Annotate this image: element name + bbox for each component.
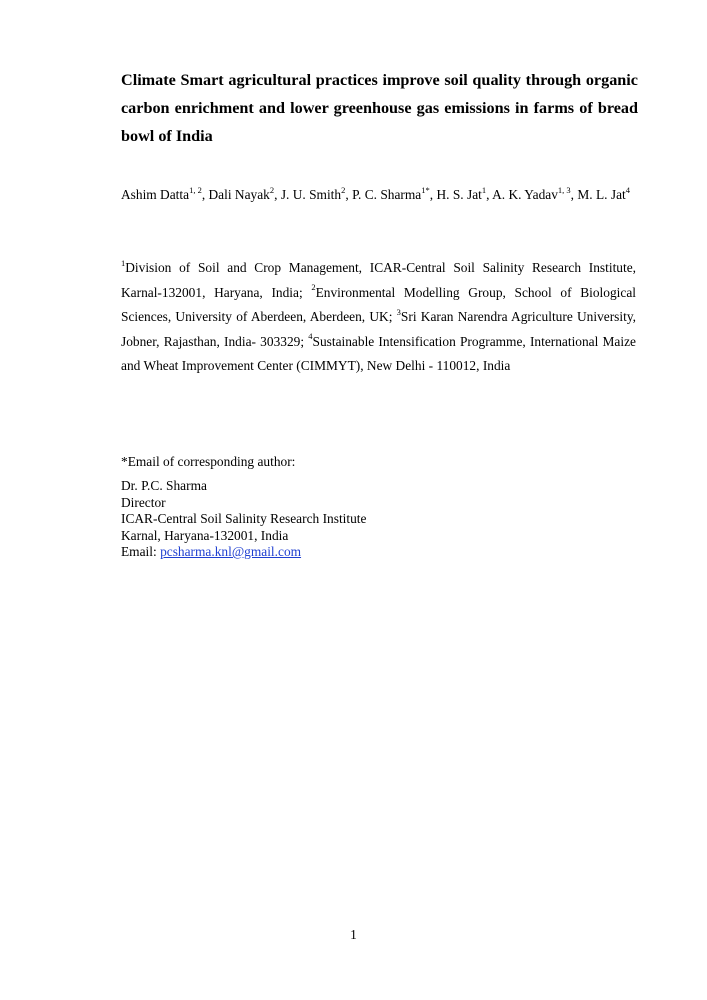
author-affiliation-marker: 1, 3 (557, 184, 571, 195)
affiliation: $^1$Division of Soil and Crop Management, ICAR-Central Soil Salinity Research Institute, Karnal-132001, Haryana, India; (121, 257, 636, 300)
author-affiliation-marker: 2 (269, 184, 275, 195)
affiliation-marker: 4 (308, 331, 313, 342)
corresponding-author-address: Karnal, Haryana-132001, India (121, 527, 289, 543)
affiliation: $^3$Sri Karan Narendra Agriculture University, Jobner, Rajasthan, India- 303329; (121, 306, 637, 349)
email-label: Email: (121, 544, 161, 559)
corresponding-author-institute: ICAR-Central Soil Salinity Research Institute (121, 511, 367, 526)
affiliation-list (121, 256, 636, 379)
author: Dali Nayak$^2$, (208, 184, 281, 202)
author-affiliation-marker: 4 (625, 184, 630, 195)
author: A. K. Yadav$^{1, 3}$, (492, 184, 578, 202)
corresponding-author-position: Director (121, 494, 166, 510)
affiliation-marker: 3 (396, 306, 401, 317)
corresponding-author-name: Dr. P.C. Sharma (121, 478, 207, 493)
author: H. S. Jat$^1$, (436, 184, 493, 202)
affiliation: $^4$Sustainable Intensification Programme, International Maize and Wheat Improvement Center (CIMMYT), New Delhi - 110012, India (121, 331, 636, 373)
author: Ashim Datta$^{1, 2}$, (121, 184, 209, 202)
affiliation: $^2$Environmental Modelling Group, School of Biological Sciences, University of Aberdeen, Aberdeen, UK; (121, 282, 636, 324)
author-affiliation-marker: 1* (421, 184, 430, 195)
paper-title: Climate Smart agricultural practices improve soil quality through organic carbon enrichment and lower greenhouse gas emissions in farms of bread bowl of India (121, 71, 638, 145)
corresponding-author-heading: *Email of corresponding author: (121, 454, 296, 469)
author-list (121, 182, 636, 207)
author-affiliation-marker: 1, 2 (189, 184, 202, 195)
author: J. U. Smith$^2$, (280, 184, 353, 202)
author: P. C. Sharma$^{1*}$, (352, 184, 437, 202)
author: M. L. Jat$^4$ (577, 184, 630, 202)
author-affiliation-marker: 1 (481, 184, 487, 195)
email-link[interactable]: pcsharma.knl@gmail.com (160, 544, 302, 559)
affiliation-marker: 2 (311, 282, 316, 293)
corresponding-author-block (121, 478, 366, 561)
author-affiliation-marker: 2 (341, 184, 346, 195)
page-number: 1 (350, 927, 357, 942)
corresponding-author-email-line (121, 544, 366, 561)
affiliation-marker: 1 (121, 257, 126, 268)
